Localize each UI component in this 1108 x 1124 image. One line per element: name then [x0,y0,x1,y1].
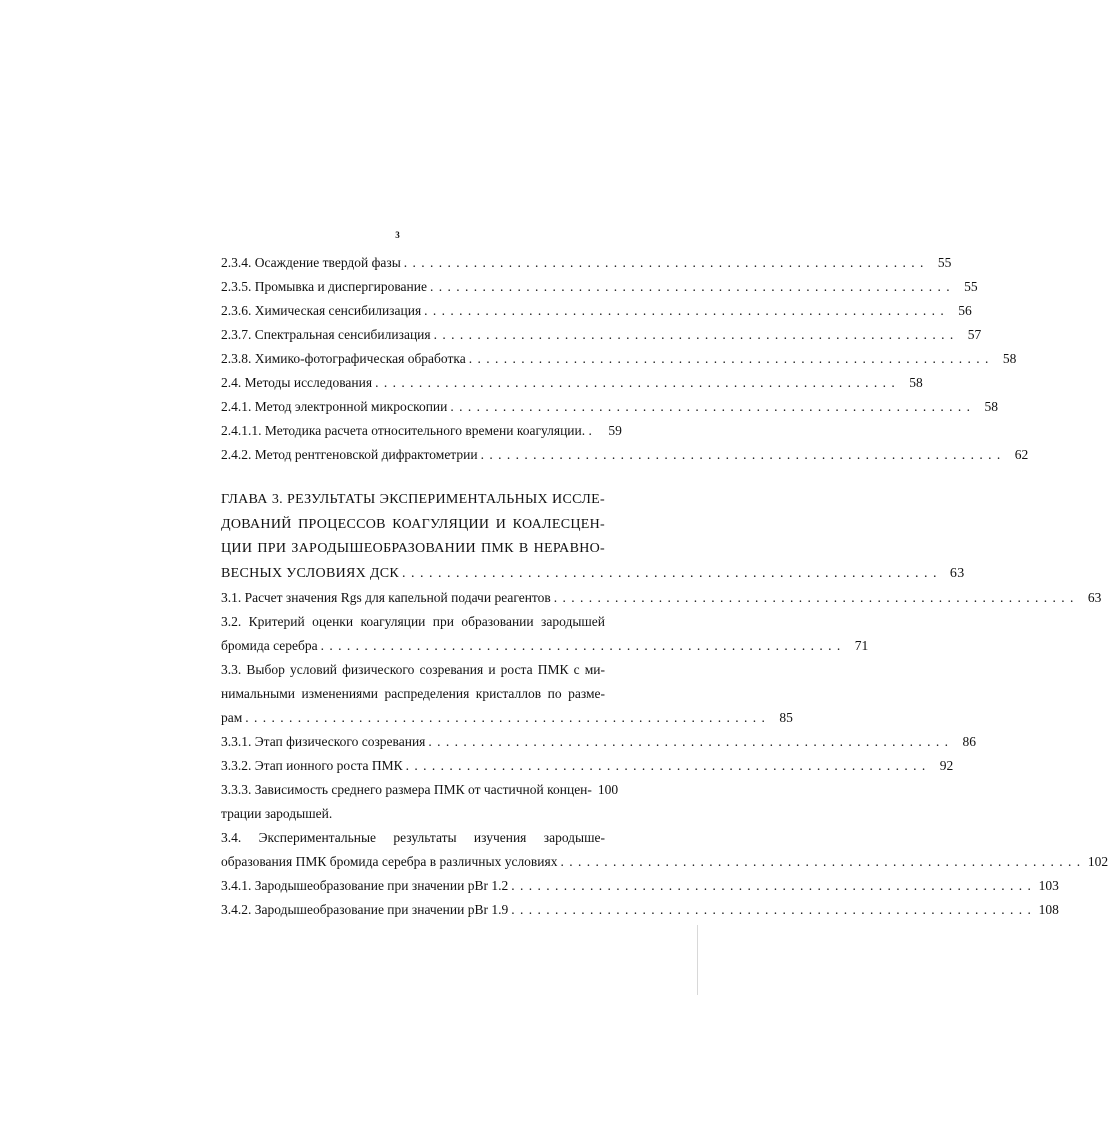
toc-entry-page: 63 [949,565,965,581]
toc-entry-title: ВЕСНЫХ УСЛОВИЯХ ДСК [221,565,399,581]
toc-entry-3-4-2 [221,898,1059,922]
chapter-title-line: ЦИИ ПРИ ЗАРОДЫШЕОБРАЗОВАНИИ ПМК В НЕРАВНО- [221,541,605,556]
toc-entry-2-3-4 [221,251,952,275]
toc-entry-page: 86 [962,733,977,749]
toc-entry-page: 63 [1087,589,1102,605]
leader-dots: . . . . . . . . . . . . . . . . . . . . . . . . . . . . . . . . . . . . . . . . . . . . . . . . . . . . . . . . . . . . [430,279,951,294]
toc-entry-2-3-8 [221,347,1017,371]
toc-entry-line: 3.2. Критерий оценки коагуляции при образовании зародышей [221,613,605,629]
toc-entry-3-3-2 [221,754,954,778]
chapter-title-line: ДОВАНИЙ ПРОЦЕССОВ КОАГУЛЯЦИИ И КОАЛЕСЦЕН- [221,516,605,532]
toc-entry-title: 3.1. Расчет значения Rgs для капельной подачи реагентов [221,589,551,605]
toc-chapter-3 [221,488,965,586]
toc-entry-title: 2.3.7. Спектральная сенсибилизация [221,327,431,342]
toc-entry-2-4-2 [221,443,1029,467]
toc-entry-3-3-3 [221,778,619,826]
toc-entry-3-3 [221,658,793,730]
leader-dots: . . . . . . . . . . . . . . . . . . . . . . . . . . . . . . . . . . . . . . . . . . . . . . . . . . . . . . . . . . . . [553,589,1075,605]
toc-entry-2-4-1-1 [221,419,622,443]
leader-dots: . . . . . . . . . . . . . . . . . . . . . . . . . . . . . . . . . . . . . . . . . . . . . . . . . . . . . . . . . . . . [375,375,896,390]
toc-entry-title: 2.4.1. Метод электронной микроскопии [221,399,448,414]
toc-entry-title: 3.4.2. Зародышеобразование при значении pBr 1.9 [221,901,509,917]
leader-dots: . . . . . . . . . . . . . . . . . . . . . . . . . . . . . . . . . . . . . . . . . . . . . . . . . . . . . . . . . . . . [511,901,1032,917]
toc-entry-page: 108 [1038,901,1059,917]
toc-entry-last-line [221,706,793,730]
toc-entry-title: рам [221,709,243,725]
toc-entry-title: 2.3.4. Осаждение твердой фазы [221,255,401,270]
toc-entry-2-4 [221,371,923,395]
toc-entry-title: 3.3.1. Этап физического созревания [221,733,426,749]
toc-entry-page: 71 [854,637,869,653]
toc-entry-page: 103 [1038,877,1059,893]
toc-entry-page: 55 [937,255,952,270]
leader-dots: . . . . . . . . . . . . . . . . . . . . . . . . . . . . . . . . . . . . . . . . . . . . . . . . . . . . . . . . . . . . [402,565,938,581]
toc-entry-3-4-1 [221,874,1059,898]
leader-dots: . . . . . . . . . . . . . . . . . . . . . . . . . . . . . . . . . . . . . . . . . . . . . . . . . . . . . . . . . . . . [511,877,1032,893]
toc-entry-3-1 [221,586,1102,610]
toc-entry-last-line [221,634,869,658]
leader-dots: . . . . . . . . . . . . . . . . . . . . . . . . . . . . . . . . . . . . . . . . . . . . . . . . . . . . . . . . . . . . [245,709,766,725]
leader-dots: . . . . . . . . . . . . . . . . . . . . . . . . . . . . . . . . . . . . . . . . . . . . . . . . . . . . . . . . . . . . [320,637,842,653]
toc-entry-title: 2.4.1.1. Методика расчета относительного времени коагуляции. . [221,423,592,438]
chapter-title-last-line [221,562,965,586]
toc-entry-2-3-6 [221,299,972,323]
leader-dots: . . . . . . . . . . . . . . . . . . . . . . . . . . . . . . . . . . . . . . . . . . . . . . . . . . . . . . . . . . . . [450,399,971,414]
toc-entry-page: 85 [779,709,793,725]
toc-entry-2-3-5 [221,275,978,299]
toc-entry-title: бромида серебра [221,637,318,653]
toc-entry-last-line [221,850,1108,874]
toc-entry-title: 2.3.8. Химико-фотографическая обработка [221,351,466,366]
toc-entry-2-3-7 [221,323,982,347]
toc-entry-line: нимальными изменениями распределения кристаллов по разме- [221,685,605,701]
toc-entry-page: 92 [939,757,954,773]
toc-entry-title: 3.3.3. Зависимость среднего размера ПМК от частичной концен- [221,781,592,797]
toc-entry-title: образования ПМК бромида серебра в различных условиях [221,853,558,869]
toc-entry-title: 2.3.6. Химическая сенсибилизация [221,303,422,318]
toc-entry-line: трации зародышей. [221,805,333,821]
leader-dots: . . . . . . . . . . . . . . . . . . . . . . . . . . . . . . . . . . . . . . . . . . . . . . . . . . . . . . . . . . . . [405,757,927,773]
toc-entry-page: 58 [984,399,998,414]
leader-dots: . . . . . . . . . . . . . . . . . . . . . . . . . . . . . . . . . . . . . . . . . . . . . . . . . . . . . . . . . . . . [428,733,950,749]
toc-entry-page: 59 [608,423,622,438]
toc-entry-page: 57 [967,327,982,342]
toc-entry-3-3-1 [221,730,977,754]
leader-dots: . . . . . . . . . . . . . . . . . . . . . . . . . . . . . . . . . . . . . . . . . . . . . . . . . . . . . . . . . . . . [424,303,945,318]
leader-dots: . . . . . . . . . . . . . . . . . . . . . . . . . . . . . . . . . . . . . . . . . . . . . . . . . . . . . . . . . . . . [403,255,925,270]
toc-entry-page: 56 [958,303,972,318]
leader-dots: . . . . . . . . . . . . . . . . . . . . . . . . . . . . . . . . . . . . . . . . . . . . . . . . . . . . . . . . . . . . [480,447,1002,462]
toc-entry-title: 3.3.2. Этап ионного роста ПМК [221,757,403,773]
toc-entry-first-line [221,778,619,802]
toc-entry-page: 100 [597,781,619,797]
leader-dots: . . . . . . . . . . . . . . . . . . . . . . . . . . . . . . . . . . . . . . . . . . . . . . . . . . . . . . . . . . . . [468,351,990,366]
chapter-title-line: ГЛАВА 3. РЕЗУЛЬТАТЫ ЭКСПЕРИМЕНТАЛЬНЫХ ИССЛЕ- [221,492,605,507]
toc-entry-line: 3.4. Экспериментальные результаты изучения зародыше- [221,829,605,845]
toc-entry-page: 102 [1087,853,1108,869]
leader-dots: . . . . . . . . . . . . . . . . . . . . . . . . . . . . . . . . . . . . . . . . . . . . . . . . . . . . . . . . . . . . [433,327,955,342]
toc-entry-title: 2.4.2. Метод рентгеновской дифрактометрии [221,447,478,462]
scan-artifact-line [697,925,698,995]
toc-entry-3-4 [221,826,1108,874]
toc-entry-title: 2.4. Методы исследования [221,375,373,390]
leader-dots: . . . . . . . . . . . . . . . . . . . . . . . . . . . . . . . . . . . . . . . . . . . . . . . . . . . . . . . . . . . . [560,853,1082,869]
page-number: 3 [395,230,400,240]
toc-entry-page: 58 [1002,351,1017,366]
toc-entry-page: 55 [964,279,978,294]
toc-entry-page: 58 [909,375,923,390]
toc-entry-title: 2.3.5. Промывка и диспергирование [221,279,427,294]
toc-entry-line: 3.3. Выбор условий физического созревания и роста ПМК с ми- [221,661,605,677]
toc-entry-3-2 [221,610,869,658]
table-of-contents [221,251,1108,922]
toc-entry-2-4-1 [221,395,998,419]
toc-entry-page: 62 [1014,447,1029,462]
toc-entry-title: 3.4.1. Зародышеобразование при значении pBr 1.2 [221,877,509,893]
